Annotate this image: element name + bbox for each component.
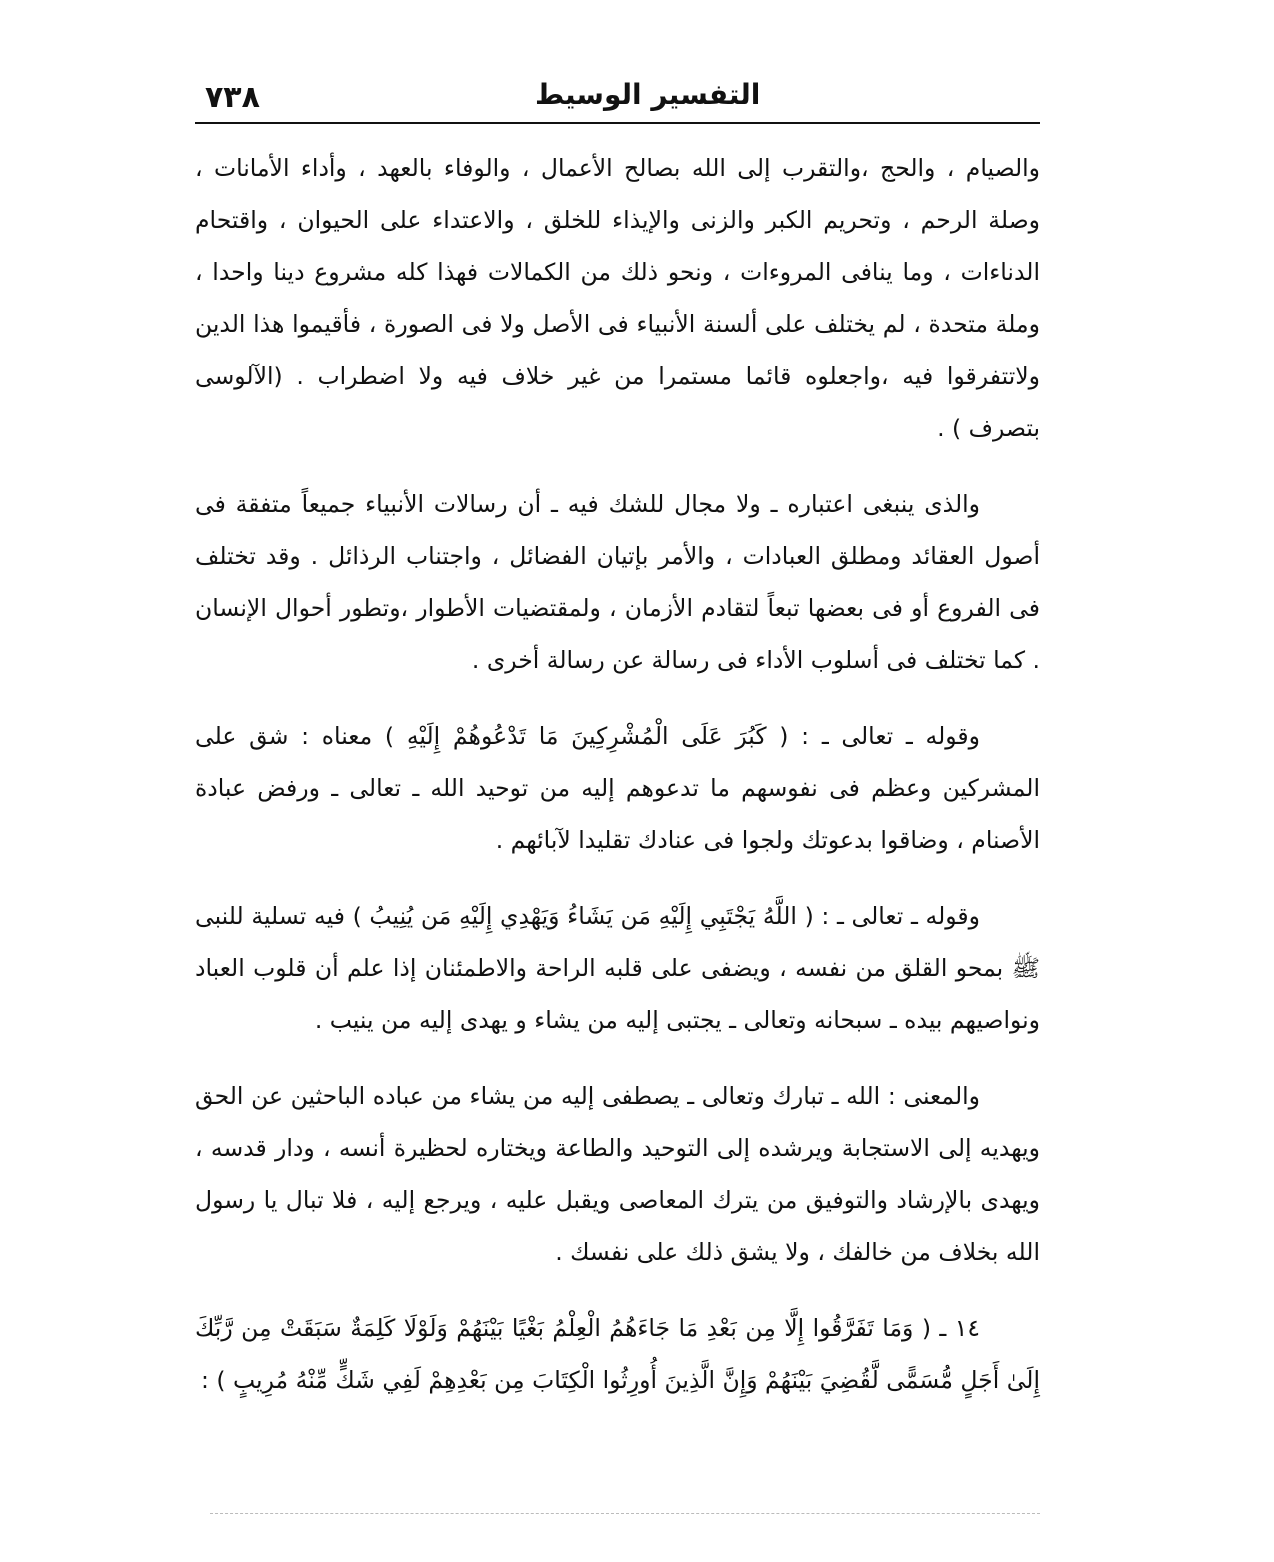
- paragraph-3: وقوله ـ تعالى ـ : ( كَبُرَ عَلَى الْمُشْرِكِينَ مَا تَدْعُوهُمْ إِلَيْهِ ) معناه : شق على المشركين وعظم فى نفوسهم ما تدعوهم إليه من توحيد الله ـ تعالى ـ ورفض عبادة الأصنام ، وضاقوا بدعوتك ولجوا فى عنادك تقليدا لآبائهم .: [195, 722, 1040, 854]
- paragraph-2: والذى ينبغى اعتباره ـ ولا مجال للشك فيه ـ أن رسالات الأنبياء جميعاً متفقة فى أصول العقائد ومطلق العبادات ، والأمر بإتيان الفضائل ، واجتناب الرذائل . وقد تختلف فى الفروع أو فى بعضها تبعاً لتقادم الأزمان ، ولمقتضيات الأطوار ،وتطور أحوال الإنسان . كما تختلف فى أسلوب الأداء فى رسالة عن رسالة أخرى .: [195, 490, 1040, 674]
- paragraph-1: والصيام ، والحج ،والتقرب إلى الله بصالح الأعمال ، والوفاء بالعهد ، وأداء الأمانات ، وصلة الرحم ، وتحريم الكبر والزنى والإيذاء للخلق ، والاعتداء على الحيوان ، واقتحام الدناءات ، وما ينافى المروءات ، ونحو ذلك من الكمالات فهذا كله مشروع دينا واحدا ، وملة متحدة ، لم يختلف على ألسنة الأنبياء فى الأصل ولا فى الصورة ، فأقيموا هذا الدين ولاتتفرقوا فيه ،واجعلوه قائما مستمرا من غير خلاف فيه ولا اضطراب . (الآلوسى بتصرف ) .: [195, 154, 1040, 442]
- paragraph-6-ayah: ١٤ ـ ( وَمَا تَفَرَّقُوا إِلَّا مِن بَعْدِ مَا جَاءَهُمُ الْعِلْمُ بَغْيًا بَيْنَهُمْ وَلَوْلَا كَلِمَةٌ سَبَقَتْ مِن رَّبِّكَ إِلَىٰ أَجَلٍ مُّسَمًّى لَّقُضِيَ بَيْنَهُمْ وَإِنَّ الَّذِينَ أُورِثُوا الْكِتَابَ مِن بَعْدِهِمْ لَفِي شَكٍّ مِّنْهُ مُرِيبٍ ) :: [195, 1314, 1040, 1394]
- page-number: ٧٣٨: [205, 80, 260, 115]
- page-header: [195, 70, 1040, 124]
- running-title: التفسير الوسيط: [535, 78, 761, 111]
- page-body: [195, 124, 1040, 1406]
- paragraph-5: والمعنى : الله ـ تبارك وتعالى ـ يصطفى إليه من يشاء من عباده الباحثين عن الحق ويهديه إلى الاستجابة ويرشده إلى التوحيد والطاعة ويختاره لحظيرة أنسه ، ودار قدسه ، ويهدى بالإرشاد والتوفيق من يترك المعاصى ويقبل عليه ، ويرجع إليه ، فلا تبال يا رسول الله بخلاف من خالفك ، ولا يشق ذلك على نفسك .: [195, 1082, 1040, 1266]
- book-page: [195, 70, 1040, 1520]
- paragraph-4: وقوله ـ تعالى ـ : ( اللَّهُ يَجْتَبِي إِلَيْهِ مَن يَشَاءُ وَيَهْدِي إِلَيْهِ مَن يُنِيبُ ) فيه تسلية للنبى ﷺ بمحو القلق من نفسه ، ويضفى على قلبه الراحة والاطمئنان إذا علم أن قلوب العباد ونواصيهم بيده ـ سبحانه وتعالى ـ يجتبى إليه من يشاء و يهدى إليه من ينيب .: [195, 902, 1040, 1034]
- footer-rule: [210, 1513, 1040, 1514]
